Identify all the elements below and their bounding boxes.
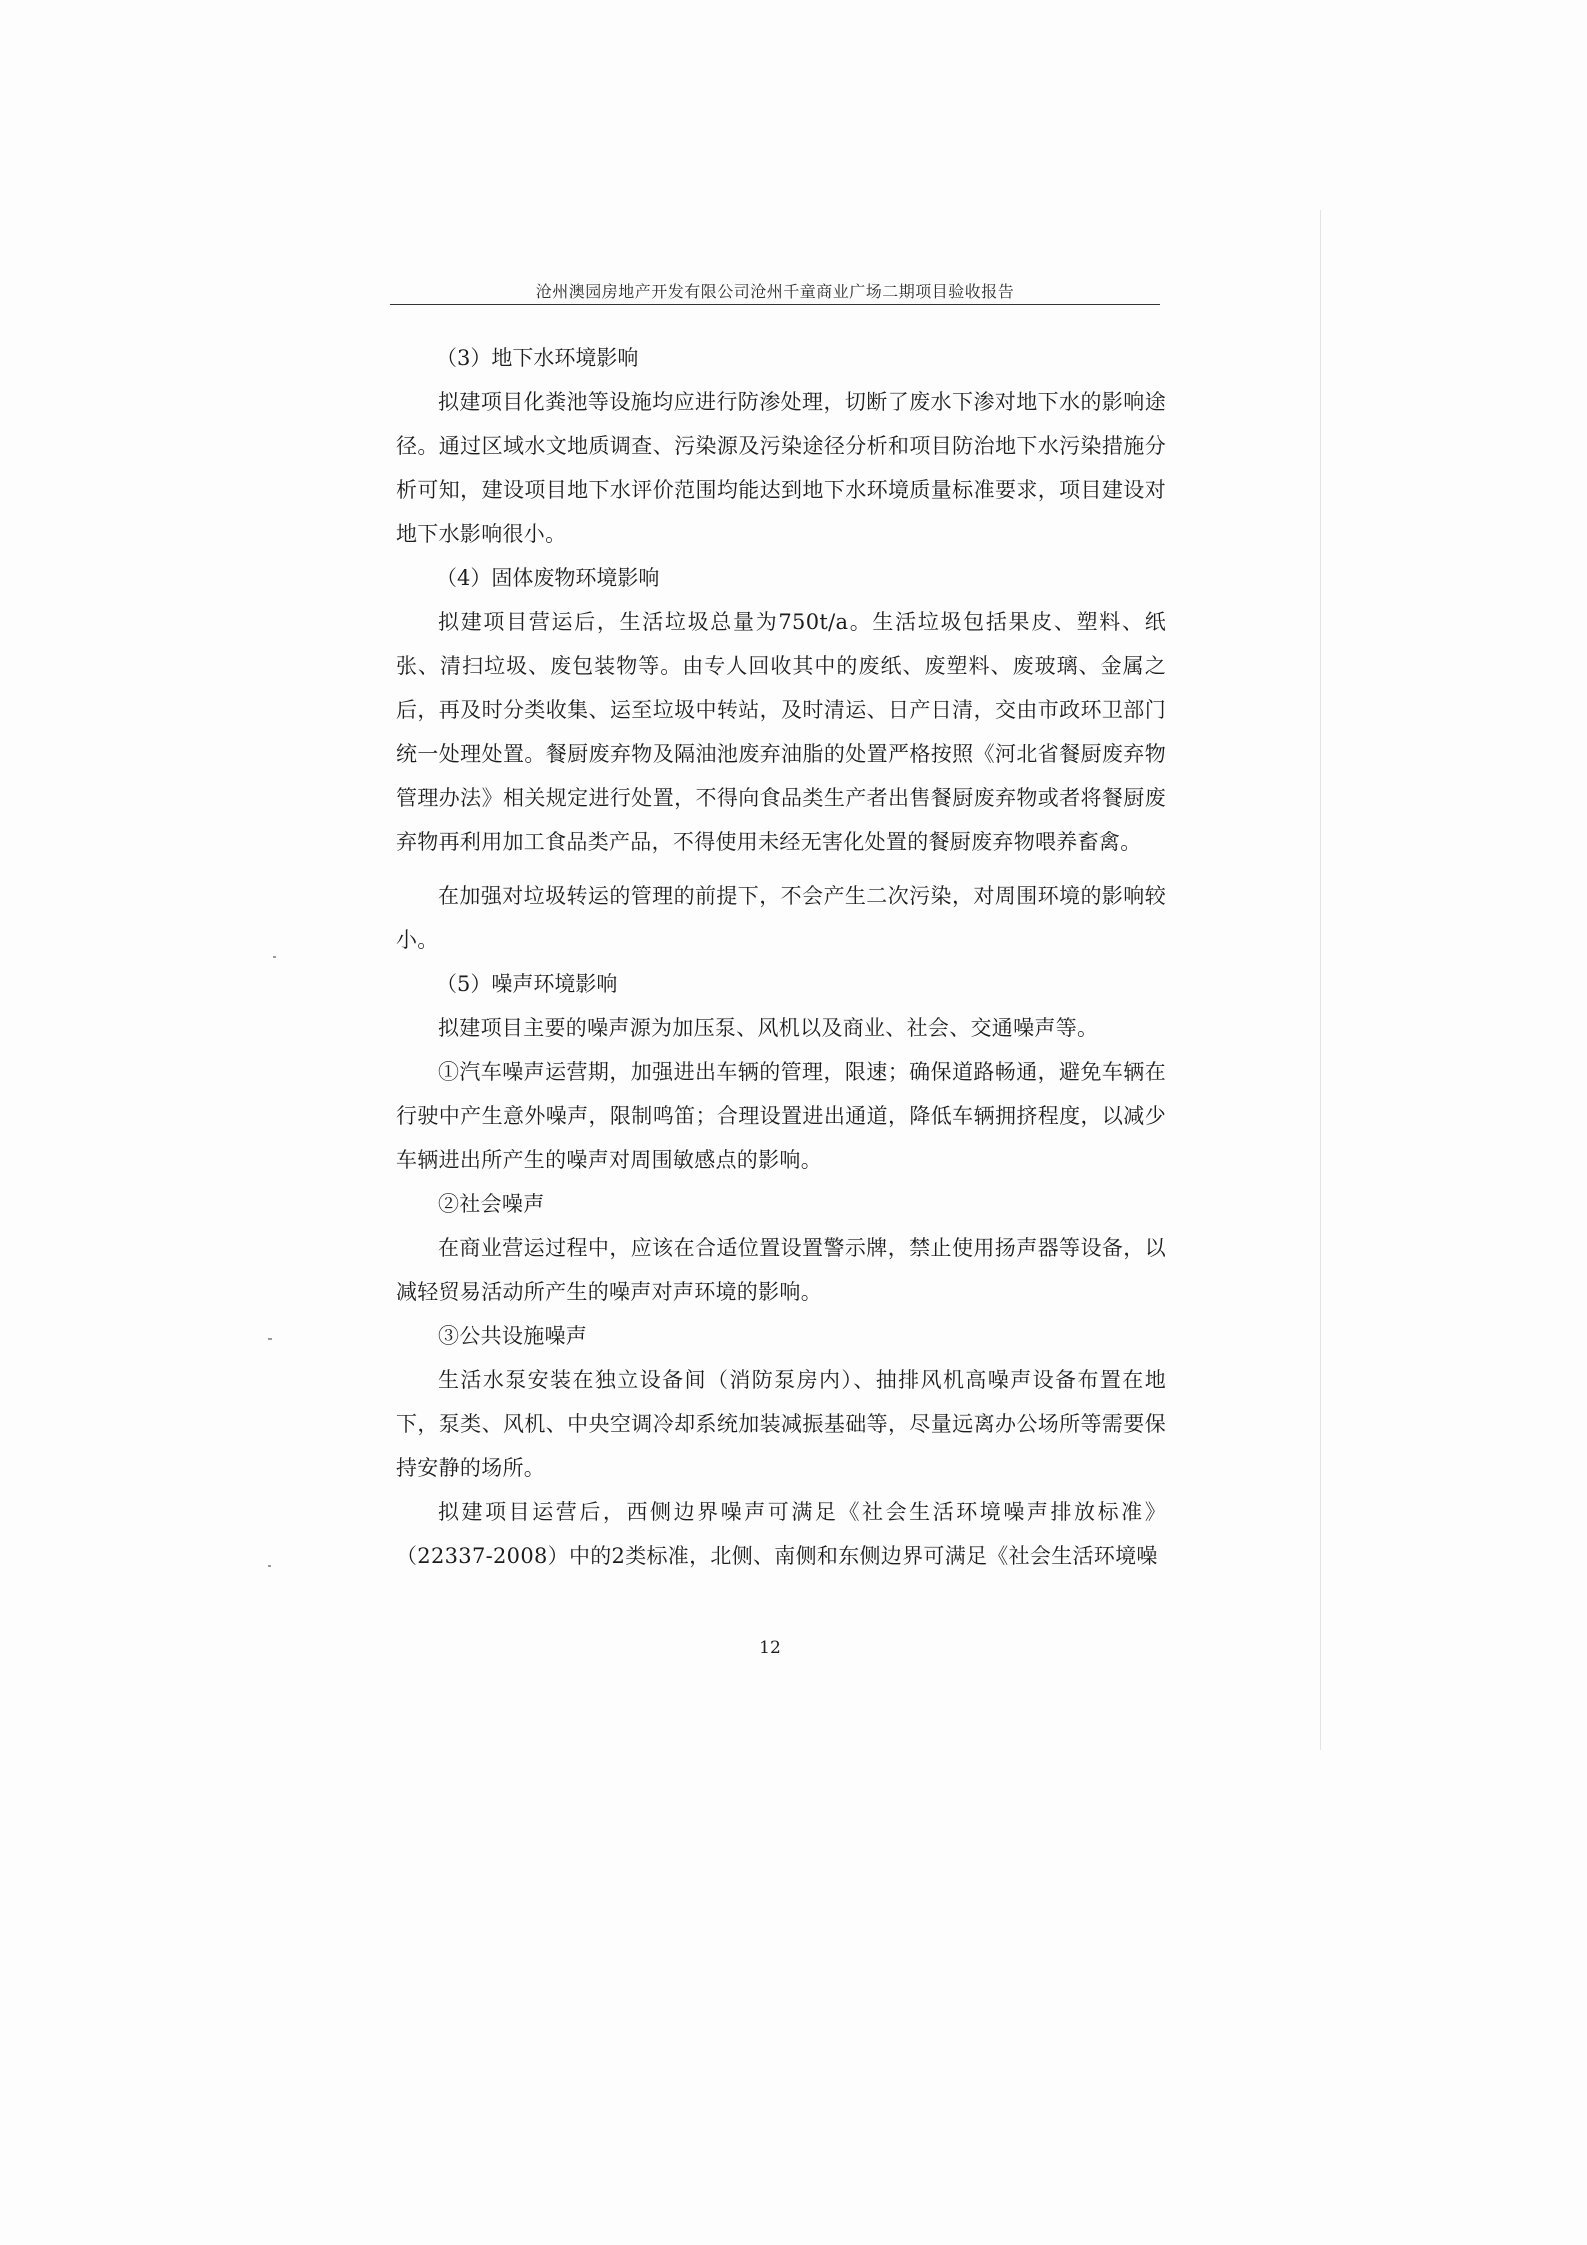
- paragraph-noise-sources: 拟建项目主要的噪声源为加压泵、风机以及商业、社会、交通噪声等。: [438, 1016, 1099, 1040]
- section-heading-solid-waste: （4）固体废物环境影响: [436, 566, 660, 590]
- report-body: [396, 336, 1166, 1578]
- report-header-title: 沧州澳园房地产开发有限公司沧州千童商业广场二期项目验收报告: [535, 282, 1015, 301]
- scan-speck: [273, 956, 276, 958]
- paragraph-social-noise: 在商业营运过程中，应该在合适位置设置警示牌，禁止使用扬声器等设备，以减轻贸易活动所产生的噪声对声环境的影响。: [396, 1236, 1166, 1304]
- paragraph-noise-standards: 拟建项目运营后，西侧边界噪声可满足《社会生活环境噪声排放标准》（22337-2008）中的2类标准，北侧、南侧和东侧边界可满足《社会生活环境噪: [396, 1500, 1166, 1568]
- scan-speck: [268, 1565, 271, 1567]
- section-heading-groundwater: （3）地下水环境影响: [436, 346, 639, 370]
- paragraph-groundwater: 拟建项目化粪池等设施均应进行防渗处理，切断了废水下渗对地下水的影响途径。通过区域水文地质调查、污染源及污染途径分析和项目防治地下水污染措施分析可知，建设项目地下水评价范围均能达到地下水环境质量标准要求，项目建设对地下水影响很小。: [396, 390, 1166, 546]
- header-divider: [390, 304, 1160, 305]
- subheading-public-facility-noise: ③公共设施噪声: [438, 1324, 588, 1348]
- page-number: 12: [759, 1638, 781, 1658]
- subheading-social-noise: ②社会噪声: [438, 1192, 545, 1216]
- scan-speck: [268, 1338, 272, 1340]
- paragraph-solid-waste-2: 在加强对垃圾转运的管理的前提下，不会产生二次污染，对周围环境的影响较小。: [396, 884, 1166, 952]
- section-heading-noise: （5）噪声环境影响: [436, 972, 618, 996]
- paragraph-public-facility-noise: 生活水泵安装在独立设备间（消防泵房内）、抽排风机高噪声设备布置在地下，泵类、风机、中央空调冷却系统加装减振基础等，尽量远离办公场所等需要保持安静的场所。: [396, 1368, 1166, 1480]
- scan-edge-line: [1320, 210, 1321, 1750]
- paragraph-solid-waste-1: 拟建项目营运后，生活垃圾总量为750t/a。生活垃圾包括果皮、塑料、纸张、清扫垃圾、废包装物等。由专人回收其中的废纸、废塑料、废玻璃、金属之后，再及时分类收集、运至垃圾中转站，及时清运、日产日清，交由市政环卫部门统一处理处置。餐厨废弃物及隔油池废弃油脂的处置严格按照《河北省餐厨废弃物管理办法》相关规定进行处置，不得向食品类生产者出售餐厨废弃物或者将餐厨废弃物再利用加工食品类产品，不得使用未经无害化处置的餐厨废弃物喂养畜禽。: [396, 610, 1166, 854]
- paragraph-vehicle-noise: ①汽车噪声运营期，加强进出车辆的管理，限速；确保道路畅通，避免车辆在行驶中产生意外噪声，限制鸣笛；合理设置进出通道，降低车辆拥挤程度，以减少车辆进出所产生的噪声对周围敏感点的影响。: [396, 1060, 1166, 1172]
